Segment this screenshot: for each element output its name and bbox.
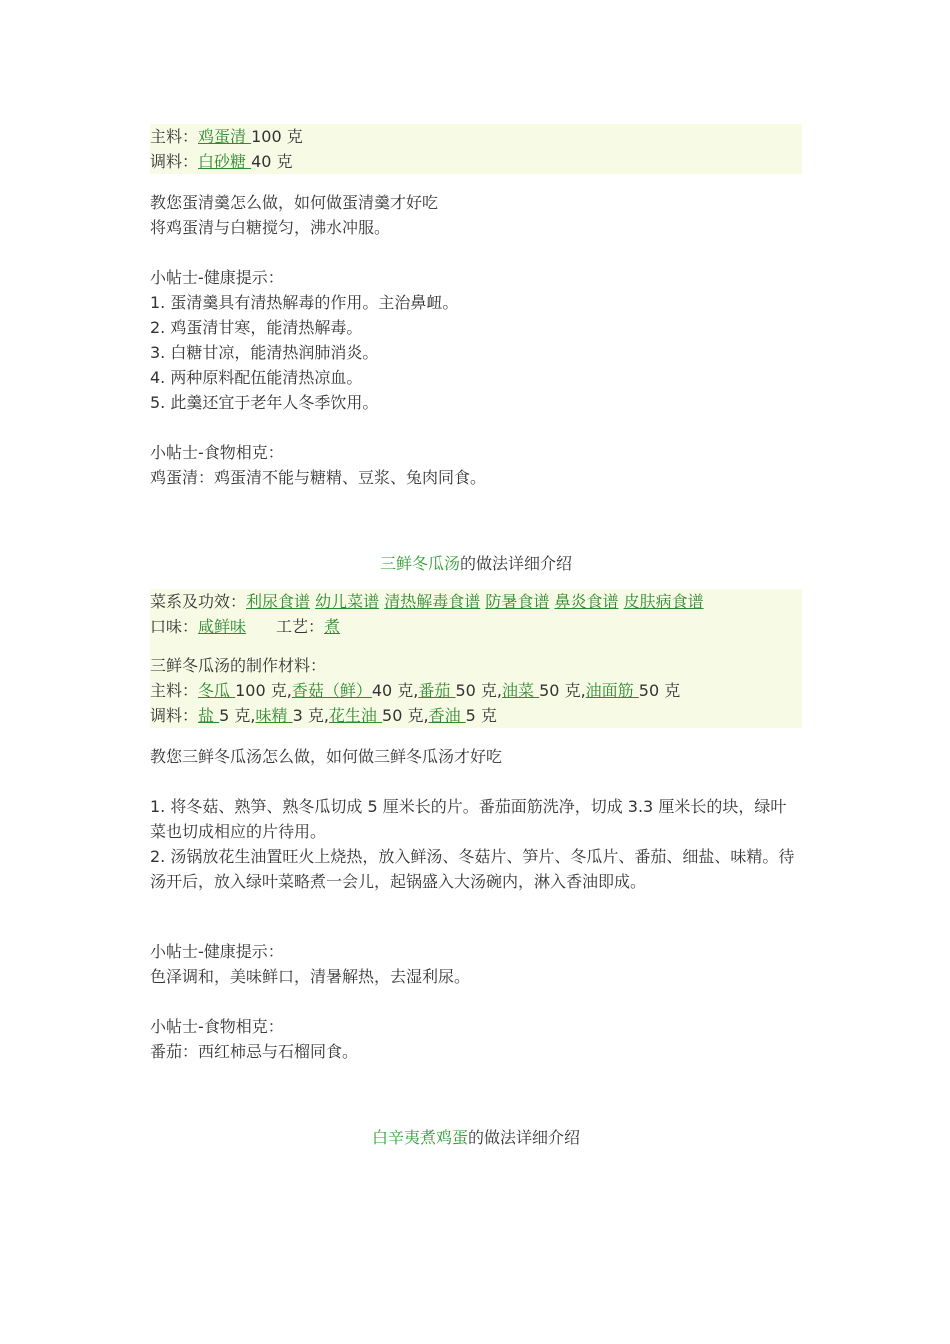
craft-label: 工艺：	[276, 617, 325, 636]
craft-link[interactable]: 煮	[324, 617, 341, 636]
ingredient-qty: 40 克	[251, 152, 293, 171]
recipe3-heading	[150, 1125, 802, 1150]
ingredient-qty: 5 克,	[219, 706, 256, 725]
recipe2-title-suffix: 的做法详细介绍	[460, 554, 573, 573]
seasoning-label: 调料：	[150, 706, 199, 725]
main-label: 主料：	[150, 127, 199, 146]
recipe1-food-title: 小帖士-食物相克：	[150, 443, 284, 462]
recipe1-howto-title: 教您蛋清羹怎么做，如何做蛋清羹才好吃	[150, 193, 439, 212]
recipe1-main-ingredient	[150, 124, 802, 149]
ingredient-qty: 100 克	[251, 127, 303, 146]
recipe2-howto-title: 教您三鲜冬瓜汤怎么做，如何做三鲜冬瓜汤才好吃	[150, 747, 503, 766]
ingredient-qty: 100 克,	[235, 681, 292, 700]
recipe2-title-link[interactable]: 三鲜冬瓜汤	[379, 554, 460, 573]
recipe2-step: 1. 将冬菇、熟笋、熟冬瓜切成 5 厘米长的片。番茄面筋洗净，切成 3.3 厘米长的块，绿叶菜也切成相应的片待用。	[150, 797, 787, 841]
taste-link[interactable]: 咸鲜味	[198, 617, 247, 636]
health-item: 5. 此羹还宜于老年人冬季饮用。	[150, 393, 379, 412]
ingredient-qty: 50 克,	[539, 681, 586, 700]
main-label: 主料：	[150, 681, 199, 700]
ingredient-link[interactable]: 番茄	[418, 681, 456, 700]
category-link[interactable]: 清热解毒食谱	[384, 592, 481, 611]
category-link[interactable]: 利尿食谱	[246, 592, 311, 611]
recipe2-step: 2. 汤锅放花生油置旺火上烧热，放入鲜汤、冬菇片、笋片、冬瓜片、番茄、细盐、味精。待汤开后，放入绿叶菜略煮一会儿，起锅盛入大汤碗内，淋入香油即成。	[150, 847, 795, 891]
ingredient-link-sugar[interactable]: 白砂糖	[198, 152, 252, 171]
ingredient-link[interactable]: 香油	[428, 706, 466, 725]
ingredient-qty: 5 克	[465, 706, 497, 725]
document-content	[150, 124, 802, 1150]
recipe1-seasoning	[150, 149, 802, 174]
recipe2-health-title: 小帖士-健康提示：	[150, 942, 284, 961]
health-item: 4. 两种原料配伍能清热凉血。	[150, 368, 363, 387]
category-link[interactable]: 鼻炎食谱	[554, 592, 619, 611]
ingredient-qty: 40 克,	[371, 681, 419, 700]
recipe1-howto-text: 将鸡蛋清与白糖搅匀，沸水冲服。	[150, 218, 391, 237]
recipe2-main-ingredients	[150, 678, 802, 703]
recipe2-health-text: 色泽调和，美味鲜口，清暑解热，去湿利尿。	[150, 967, 471, 986]
health-item: 2. 鸡蛋清甘寒，能清热解毒。	[150, 318, 363, 337]
health-item: 1. 蛋清羹具有清热解毒的作用。主治鼻衄。	[150, 293, 459, 312]
recipe2-materials-title: 三鲜冬瓜汤的制作材料：	[150, 656, 327, 675]
recipe3-title-suffix: 的做法详细介绍	[468, 1128, 581, 1147]
ingredient-link[interactable]: 味精	[255, 706, 293, 725]
category-link[interactable]: 幼儿菜谱	[315, 592, 380, 611]
category-link[interactable]: 防暑食谱	[485, 592, 550, 611]
recipe2-heading	[150, 551, 802, 576]
ingredient-link[interactable]: 冬瓜	[198, 681, 236, 700]
category-label: 菜系及功效：	[150, 592, 247, 611]
ingredient-qty: 50 克,	[382, 706, 429, 725]
taste-label: 口味：	[150, 617, 199, 636]
seasoning-label: 调料：	[150, 152, 199, 171]
recipe1-ingredients-box	[150, 124, 802, 174]
ingredient-qty: 50 克,	[455, 681, 503, 700]
ingredient-qty: 3 克,	[292, 706, 329, 725]
ingredient-link-egg-white[interactable]: 鸡蛋清	[198, 127, 252, 146]
category-link[interactable]: 皮肤病食谱	[623, 592, 704, 611]
recipe2-food-text: 番茄：西红柿忌与石榴同食。	[150, 1042, 359, 1061]
recipe1-food-text: 鸡蛋清：鸡蛋清不能与糖精、豆浆、兔肉同食。	[150, 468, 487, 487]
recipe1-health-title: 小帖士-健康提示：	[150, 268, 284, 287]
ingredient-qty: 50 克	[638, 681, 681, 700]
recipe3-title-link[interactable]: 白辛夷煮鸡蛋	[371, 1128, 468, 1147]
health-item: 3. 白糖甘凉，能清热润肺消炎。	[150, 343, 379, 362]
ingredient-link[interactable]: 油面筋	[585, 681, 639, 700]
recipe2-taste-line	[150, 614, 802, 639]
recipe2-food-title: 小帖士-食物相克：	[150, 1017, 284, 1036]
recipe2-category-line	[150, 589, 802, 614]
recipe2-seasonings	[150, 703, 802, 728]
ingredient-link[interactable]: 香菇（鲜）	[291, 681, 372, 700]
recipe2-category-box	[150, 589, 802, 728]
ingredient-link[interactable]: 盐	[198, 706, 220, 725]
ingredient-link[interactable]: 油菜	[502, 681, 540, 700]
ingredient-link[interactable]: 花生油	[328, 706, 383, 725]
